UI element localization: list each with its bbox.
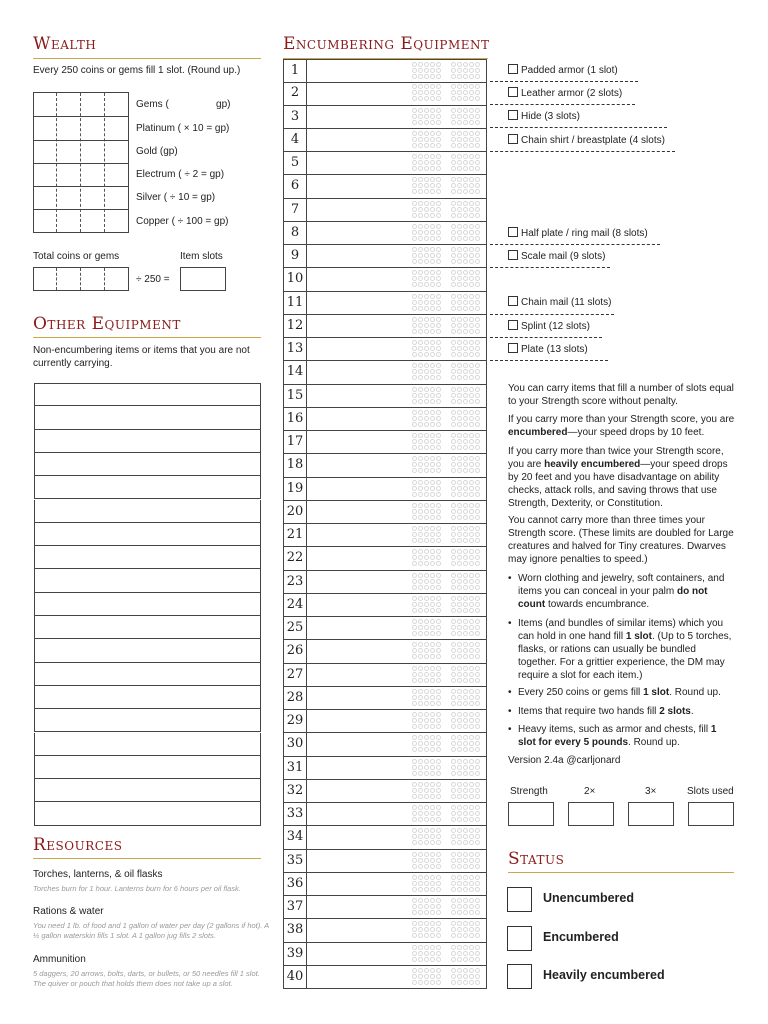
resource-rations-name: Rations & water [33,906,104,917]
slot-row[interactable] [283,292,487,315]
slot-row[interactable] [283,361,487,384]
status-rule [508,872,734,873]
coin-label-gold: Gold (gp) [136,146,178,157]
slot-number: 26 [284,640,307,662]
other-equipment-title: Other Equipment [33,314,181,334]
armor-label: Chain mail (11 slots) [521,297,612,308]
equipment-line[interactable] [34,616,261,639]
coin-label-copper: Copper ( ÷ 100 = gp) [136,216,229,227]
resource-ammunition-note: 5 daggers, 20 arrows, bolts, darts, or bullets, or 50 needles fill 1 slot. The quiver or pouch that holds them does not take up a slot. [33,969,260,988]
slot-row[interactable] [283,385,487,408]
tally-circles[interactable] [412,503,480,520]
tally-circles[interactable] [412,712,480,729]
bullet-heavy-items: • Heavy items, such as armor and chests, fill 1 slot for every 5 pounds. Round up. [508,723,736,749]
checkbox-icon[interactable] [508,87,518,97]
equipment-line[interactable] [34,686,261,709]
armor-label: Leather armor (2 slots) [521,88,623,99]
slot-row[interactable] [283,431,487,454]
slot-row[interactable] [283,152,487,175]
tally-circles[interactable] [412,921,480,938]
coin-grid[interactable] [33,92,129,233]
tally-circles[interactable] [412,642,480,659]
tally-circles[interactable] [412,224,480,241]
equipment-line[interactable] [34,476,261,499]
slot-number: 23 [284,571,307,593]
slot-row[interactable] [283,803,487,826]
armor-splint[interactable] [508,320,590,332]
tally-circles[interactable] [412,549,480,566]
slot-number: 31 [284,757,307,779]
slot-row[interactable] [283,687,487,710]
armor-chain-mail[interactable] [508,296,611,308]
tally-circles[interactable] [412,968,480,985]
slot-row[interactable] [283,82,487,105]
armor-hide[interactable] [508,110,580,122]
strength-3x-field[interactable] [628,802,674,826]
other-equipment-rule [33,337,261,338]
slot-row[interactable] [283,408,487,431]
tally-circles[interactable] [412,387,480,404]
slot-row[interactable] [283,896,487,919]
slot-number: 21 [284,524,307,546]
strength-3x-label: 3× [645,786,657,797]
slot-number: 8 [284,222,307,244]
tally-circles[interactable] [412,317,480,334]
tally-circles[interactable] [412,363,480,380]
slot-number: 1 [284,60,307,82]
checkbox-icon[interactable] [508,296,518,306]
slot-row[interactable] [283,199,487,222]
unencumbered-checkbox[interactable] [507,887,532,912]
heavily-encumbered-label: Heavily encumbered [543,968,665,982]
slot-row[interactable] [283,571,487,594]
equipment-line[interactable] [34,779,261,802]
equipment-line[interactable] [34,546,261,569]
tally-circles[interactable] [412,201,480,218]
coin-label-electrum: Electrum ( ÷ 2 = gp) [136,169,225,180]
slot-number: 13 [284,338,307,360]
slot-row[interactable] [283,594,487,617]
tally-circles[interactable] [412,62,480,79]
resource-ammunition-name: Ammunition [33,954,86,965]
slots-used-label: Slots used [687,786,734,797]
slot-number: 5 [284,152,307,174]
tally-circles[interactable] [412,154,480,171]
slot-row[interactable] [283,850,487,873]
slot-number: 20 [284,501,307,523]
slot-row[interactable] [283,873,487,896]
armor-label: Padded armor (1 slot) [521,65,618,76]
slot-row[interactable] [283,268,487,291]
slot-number: 36 [284,873,307,895]
coin-label-gems: Gems ( gp) [136,99,231,110]
tally-circles[interactable] [412,619,480,636]
equipment-line[interactable] [34,709,261,732]
tally-circles[interactable] [412,84,480,101]
divide-label: ÷ 250 = [136,274,170,285]
equipment-line[interactable] [34,406,261,429]
tally-circles[interactable] [412,875,480,892]
checkbox-icon[interactable] [508,110,518,120]
wealth-title: Wealth [33,34,97,54]
tally-circles[interactable] [412,852,480,869]
tally-circles[interactable] [412,177,480,194]
slot-row[interactable] [283,780,487,803]
tally-circles[interactable] [412,759,480,776]
status-title: Status [508,849,565,869]
slot-row[interactable] [283,710,487,733]
tally-circles[interactable] [412,735,480,752]
slot-number: 38 [284,919,307,941]
checkbox-icon[interactable] [508,227,518,237]
slot-row[interactable] [283,966,487,989]
encumbered-checkbox[interactable] [507,926,532,951]
slot-number: 14 [284,361,307,383]
slot-row[interactable] [283,59,487,83]
slot-row[interactable] [283,106,487,129]
slot-number: 10 [284,268,307,290]
slot-row[interactable] [283,617,487,640]
slot-row[interactable] [283,129,487,152]
slot-number: 25 [284,617,307,639]
slot-row[interactable] [283,943,487,966]
slot-number: 18 [284,454,307,476]
tally-circles[interactable] [412,945,480,962]
slot-number: 9 [284,245,307,267]
slot-row[interactable] [283,826,487,849]
slot-number: 37 [284,896,307,918]
tally-circles[interactable] [412,433,480,450]
tally-circles[interactable] [412,340,480,357]
slot-number: 4 [284,129,307,151]
slot-row[interactable] [283,757,487,780]
slot-number: 27 [284,664,307,686]
bullet-two-hand-items: • Items that require two hands fill 2 slots. [508,705,736,718]
slot-number: 39 [284,943,307,965]
tally-circles[interactable] [412,805,480,822]
slot-row[interactable] [283,175,487,198]
equipment-line[interactable] [34,593,261,616]
tally-circles[interactable] [412,596,480,613]
slot-row[interactable] [283,315,487,338]
unencumbered-label: Unencumbered [543,891,634,905]
slot-number: 2 [284,82,307,104]
other-equipment-subtitle: Non-encumbering items or items that you are not currently carrying. [33,345,250,369]
checkbox-icon[interactable] [508,64,518,74]
armor-scale[interactable] [508,250,605,262]
total-coins-label: Total coins or gems [33,251,120,262]
armor-label: Splint (12 slots) [521,321,590,332]
slot-number: 12 [284,315,307,337]
bullet-coins: • Every 250 coins or gems fill 1 slot. Round up. [508,686,736,699]
armor-label: Plate (13 slots) [521,344,588,355]
rule-carry-text: You can carry items that fill a number of slots equal to your Strength score without penalty. [508,383,734,407]
slot-row[interactable] [283,338,487,361]
slot-number: 32 [284,780,307,802]
equipment-line[interactable] [34,802,261,825]
slot-number: 30 [284,733,307,755]
strength-2x-field[interactable] [568,802,614,826]
wealth-subtitle: Every 250 coins or gems fill 1 slot. (Round up.) [33,65,241,76]
slot-number: 34 [284,826,307,848]
slot-row[interactable] [283,222,487,245]
tally-circles[interactable] [412,828,480,845]
armor-label: Scale mail (9 slots) [521,251,606,262]
slot-row[interactable] [283,733,487,756]
checkbox-icon[interactable] [508,250,518,260]
bullet-one-hand-items: • Items (and bundles of similar items) which you can hold in one hand fill 1 slot. (Up to 5 torches, flasks, or rations can usually be bundled together. For a grittier experience, the DM may require a slot for each item.) [508,617,736,682]
tally-circles[interactable] [412,270,480,287]
tally-circles[interactable] [412,573,480,590]
slot-number: 3 [284,106,307,128]
equipment-line[interactable] [34,733,261,756]
slot-row[interactable] [283,524,487,547]
coin-label-platinum: Platinum ( × 10 = gp) [136,123,230,134]
tally-circles[interactable] [412,247,480,264]
equipment-line[interactable] [34,383,261,406]
slot-number: 24 [284,594,307,616]
tally-circles[interactable] [412,294,480,311]
slot-row[interactable] [283,547,487,570]
slot-row[interactable] [283,664,487,687]
slot-row[interactable] [283,454,487,477]
equipment-line[interactable] [34,639,261,662]
rule-encumbered-text: If you carry more than your Strength score, you are encumbered—your speed drops by 10 feet. [508,414,735,438]
item-slots-label: Item slots [180,251,223,262]
heavily-encumbered-checkbox[interactable] [507,964,532,989]
slot-number: 6 [284,175,307,197]
slot-number: 33 [284,803,307,825]
encumbering-title: Encumbering Equipment [283,34,490,54]
slot-number: 40 [284,966,307,988]
tally-circles[interactable] [412,108,480,125]
resource-rations-note: You need 1 lb. of food and 1 gallon of water per day (2 gallons if hot). A ½ gallon waterskin fills 1 slot. A 1 gallon jug fills 2 slots. [33,921,269,940]
total-coins-field[interactable] [33,267,129,291]
slot-number: 22 [284,547,307,569]
tally-circles[interactable] [412,480,480,497]
tally-circles[interactable] [412,410,480,427]
equipment-line[interactable] [34,756,261,779]
checkbox-icon[interactable] [508,343,518,353]
strength-field[interactable] [508,802,554,826]
equipment-line[interactable] [34,430,261,453]
tally-circles[interactable] [412,689,480,706]
strength-2x-label: 2× [584,786,596,797]
tally-circles[interactable] [412,666,480,683]
equipment-line[interactable] [34,453,261,476]
equipment-line[interactable] [34,569,261,592]
resources-rule [33,858,261,859]
resource-torches-name: Torches, lanterns, & oil flasks [33,869,163,880]
tally-circles[interactable] [412,526,480,543]
slot-number: 29 [284,710,307,732]
coin-label-silver: Silver ( ÷ 10 = gp) [136,192,216,203]
slots-used-field[interactable] [688,802,734,826]
slot-number: 35 [284,850,307,872]
resources-title: Resources [33,835,123,855]
armor-padded[interactable] [508,64,618,76]
tally-circles[interactable] [412,898,480,915]
wealth-rule [33,58,261,59]
item-slots-field[interactable] [180,267,226,291]
armor-leather[interactable] [508,87,622,99]
rule-heavily-encumbered-text: If you carry more than twice your Strength score, you are heavily encumbered—your speed drops by 20 feet and you have disadvantage on ability checks, attack rolls, and saving throws that use Strength, Dexterity, or Constitution. [508,446,728,509]
rule-max-carry-text: You cannot carry more than three times your Strength score. (These limits are doubled for Large creatures and halved for Tiny creatures. Dwarves may ignore penalties to speed.) [508,515,734,565]
strength-label: Strength [510,786,548,797]
slot-row[interactable] [283,478,487,501]
equipment-line[interactable] [34,523,261,546]
bullet-worn-clothing: • Worn clothing and jewelry, soft containers, and items you can conceal in your palm do not count towards encumbrance. [508,572,736,611]
slot-number: 15 [284,385,307,407]
tally-circles[interactable] [412,131,480,148]
armor-chain-shirt[interactable] [508,134,665,146]
slot-number: 7 [284,199,307,221]
equipment-line[interactable] [34,663,261,686]
armor-label: Half plate / ring mail (8 slots) [521,228,648,239]
slot-row[interactable] [283,640,487,663]
slot-number: 17 [284,431,307,453]
slot-number: 16 [284,408,307,430]
resource-torches-note: Torches burn for 1 hour. Lanterns burn for 6 hours per oil flask. [33,884,241,893]
encumbered-label: Encumbered [543,930,619,944]
slot-number: 28 [284,687,307,709]
checkbox-icon[interactable] [508,134,518,144]
armor-plate[interactable] [508,343,588,355]
version-text: Version 2.4a @carljonard [508,755,621,766]
checkbox-icon[interactable] [508,320,518,330]
tally-circles[interactable] [412,782,480,799]
armor-label: Chain shirt / breastplate (4 slots) [521,135,665,146]
tally-circles[interactable] [412,456,480,473]
equipment-line[interactable] [34,500,261,523]
armor-half-plate[interactable] [508,227,648,239]
slot-row[interactable] [283,245,487,268]
armor-label: Hide (3 slots) [521,111,580,122]
slot-row[interactable] [283,919,487,942]
slot-number: 19 [284,478,307,500]
slot-row[interactable] [283,501,487,524]
slot-number: 11 [284,292,307,314]
